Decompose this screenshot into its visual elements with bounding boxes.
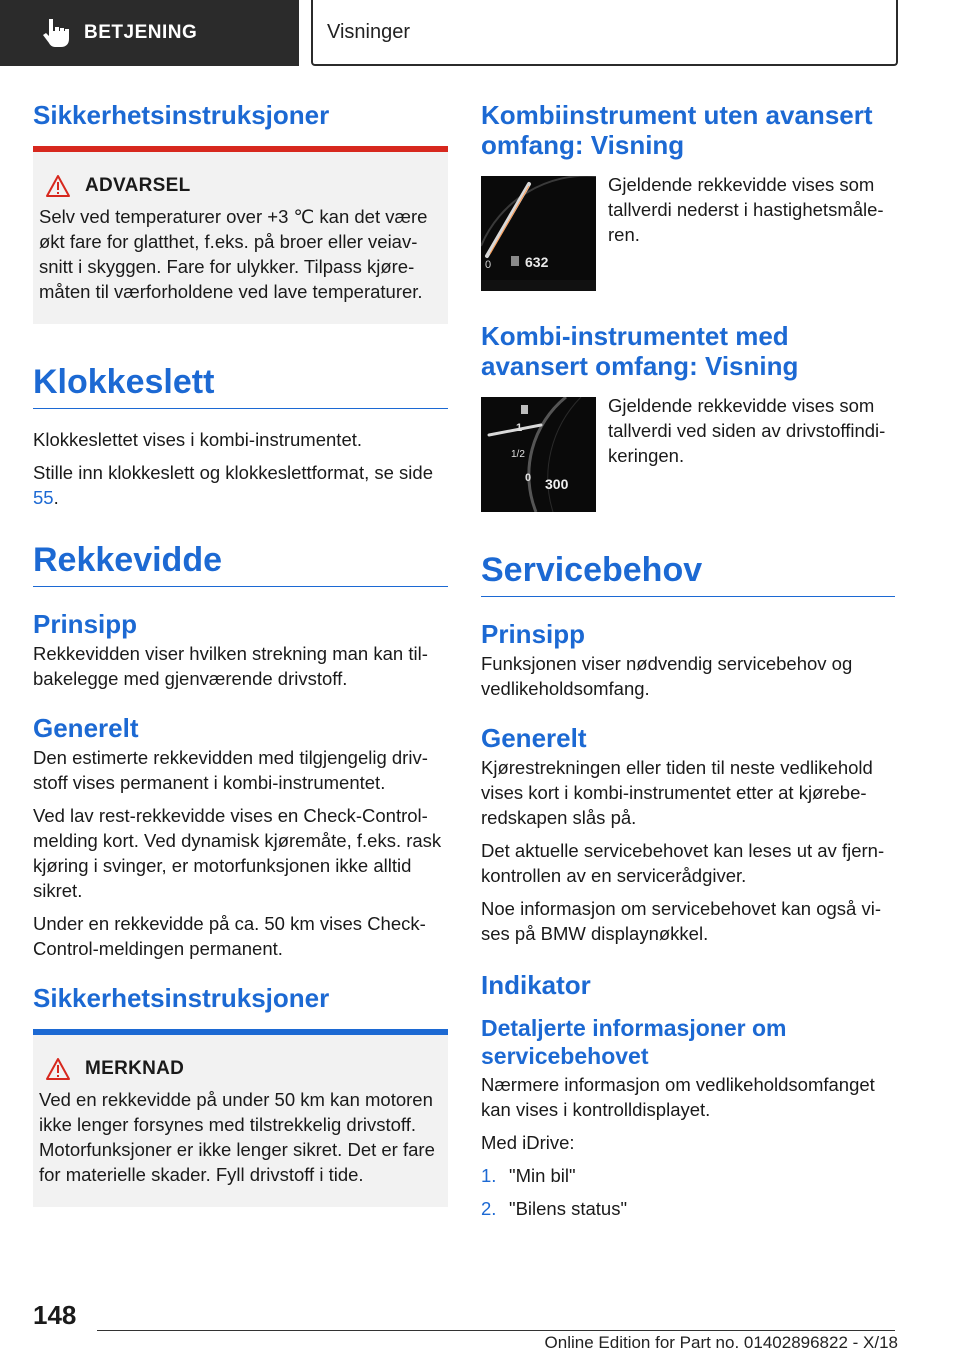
kombi2-heading: Kombi-instrumentet med avansert omfang: Visning — [481, 321, 799, 381]
note-triangle-icon — [45, 1057, 71, 1081]
warning-label: ADVARSEL — [85, 175, 191, 196]
list-item: 2. "Bilens status" — [481, 1198, 628, 1219]
fuel-gauge-range-image — [481, 397, 596, 512]
footer-divider — [97, 1330, 895, 1331]
list-item: 1. "Min bil" — [481, 1165, 576, 1186]
clock-paragraph-1: Klokkeslettet vises i kombi-instrumentet. — [33, 429, 363, 450]
svg-text:0: 0 — [525, 472, 532, 484]
range-principle-text: Rekkevidden viser hvilken strekning man kan tilbakelegge med gjenværende drivstoff. — [33, 643, 428, 689]
right-column — [481, 100, 895, 1221]
hand-pointer-icon — [38, 16, 72, 50]
svg-text:300: 300 — [545, 476, 569, 492]
note-text: Ved en rekkevidde på under 50 km kan motoren ikke lenger forsynes med tilstrekkelig drivstoff. Motorfunksjoner er ikke lenger sikret. Det er fare for materielle skader. Fyll drivstoff i tide. — [39, 1089, 435, 1185]
kombi1-heading: Kombiinstrument uten avansert omfang: Visning — [481, 100, 873, 160]
service-general-p3: Noe informasjon om servicebehovet kan også vises på BMW displaynøkkel. — [481, 898, 882, 944]
section-label: BETJENING — [84, 22, 198, 43]
range-general-p1: Den estimerte rekkevidden med tilgjengelig drivstoff vises permanent i kombi-instrumentet. — [33, 747, 428, 793]
range-principle-heading: Prinsipp — [33, 609, 138, 639]
safety-heading-2: Sikkerhetsinstruksjoner — [33, 983, 330, 1013]
service-heading: Servicebehov — [481, 548, 895, 597]
warning-text: Selv ved temperaturer over +3 ℃ kan det være økt fare for glatthet, f.eks. på broer eller veiavsnitt i skyggen. Fare for ulykker. Tilpass kjøremåten til værforholdene ved lave temperaturer. — [39, 206, 428, 302]
range-heading: Rekkevidde — [33, 538, 448, 587]
kombi2-figure-row — [481, 397, 895, 512]
svg-text:632: 632 — [525, 254, 549, 270]
warning-triangle-icon — [45, 174, 71, 198]
clock-heading: Klokkeslett — [33, 360, 448, 409]
chapter-label: Visninger — [327, 20, 411, 43]
section-tab — [0, 0, 299, 66]
idrive-label: Med iDrive: — [481, 1132, 575, 1153]
service-general-heading: Generelt — [481, 723, 587, 753]
svg-text:1/2: 1/2 — [511, 449, 525, 460]
page-link[interactable]: 55 — [33, 487, 54, 508]
left-column — [33, 100, 448, 1207]
svg-text:0: 0 — [485, 259, 492, 271]
range-general-p2: Ved lav rest-rekkevidde vises en Check-Control-melding kort. Ved dynamisk kjøremåte, f.eks. rask kjøring i svinger, er motorfunksjonen ikke alltid sikret. — [33, 805, 442, 901]
indicator-heading: Indikator — [481, 970, 591, 1000]
clock-paragraph-2: Stille inn klokkeslett og klokkeslettformat, se side 55. — [33, 462, 433, 508]
svg-text:1: 1 — [516, 422, 523, 434]
range-general-p3: Under en rekkevidde på ca. 50 km vises Check-Control-meldingen permanent. — [33, 913, 426, 959]
kombi2-text: Gjeldende rekkevidde vises som tallverdi ved siden av drivstoffindikeringen. — [608, 395, 886, 466]
speedometer-range-image — [481, 176, 596, 291]
service-general-p2: Det aktuelle servicebehovet kan leses ut av fjernkontrollen av en servicerådgiver. — [481, 840, 885, 886]
details-text: Nærmere informasjon om vedlikeholdsomfanget kan vises i kontrolldisplayet. — [481, 1074, 875, 1120]
service-general-p1: Kjørestrekningen eller tiden til neste vedlikehold vises kort i kombi-instrumentet etter at kjøreberedskapen slås på. — [481, 757, 873, 828]
warning-box — [33, 146, 448, 324]
range-general-heading: Generelt — [33, 713, 139, 743]
kombi1-text: Gjeldende rekkevidde vises som tallverdi nederst i hastighetsmåleren. — [608, 174, 884, 245]
service-principle-heading: Prinsipp — [481, 619, 586, 649]
note-box — [33, 1029, 448, 1207]
kombi1-figure-row — [481, 176, 895, 291]
details-heading: Detaljerte informasjoner om servicebehovet — [481, 1015, 787, 1069]
chapter-tab — [311, 0, 898, 66]
page-number: 148 — [33, 1300, 77, 1330]
note-label: MERKNAD — [85, 1058, 185, 1079]
safety-heading-1: Sikkerhetsinstruksjoner — [33, 100, 330, 130]
service-principle-text: Funksjonen viser nødvendig servicebehov og vedlikeholdsomfang. — [481, 653, 853, 699]
steps-list — [481, 1163, 895, 1221]
edition-note: Online Edition for Part no. 01402896822 - X/18 — [544, 1333, 898, 1352]
